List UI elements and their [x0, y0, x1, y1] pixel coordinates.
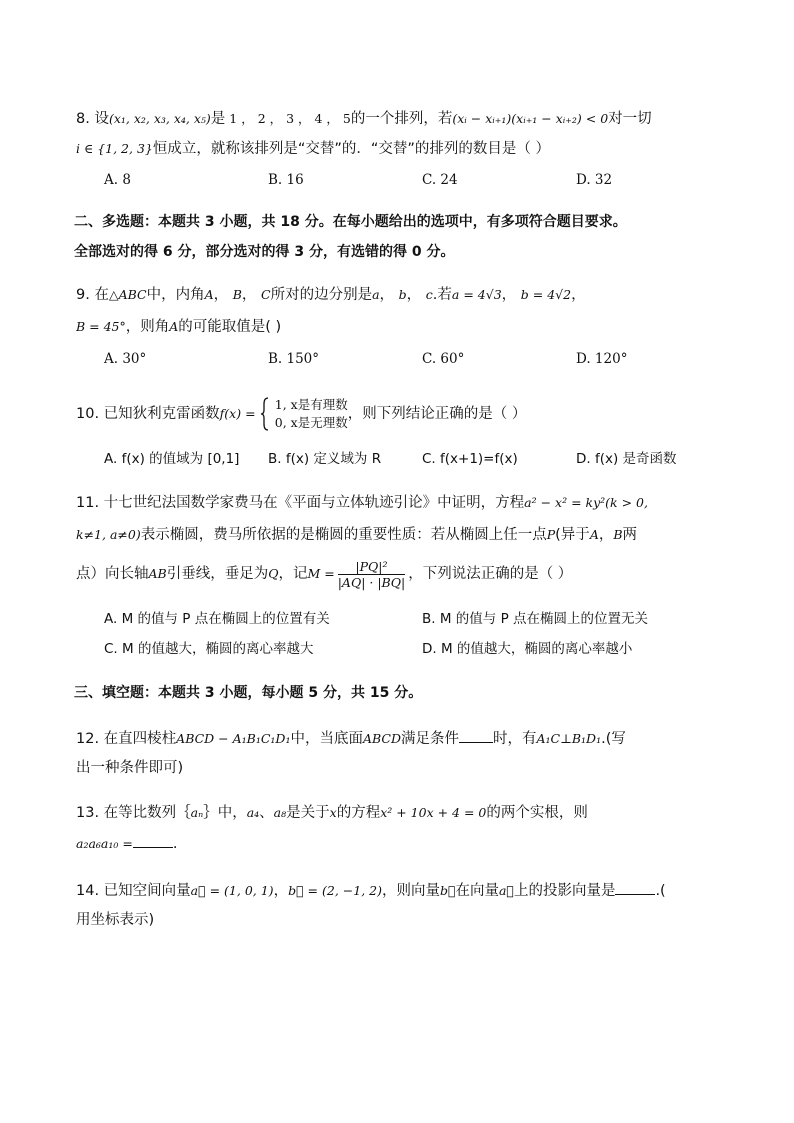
q13-text: 、	[259, 805, 274, 821]
q9-text: 所对的边分别是	[270, 287, 373, 303]
q14-text: ，则向量	[381, 883, 440, 899]
q11-line2	[76, 525, 637, 545]
q11-point-a: A	[589, 527, 599, 542]
q11-fraction	[338, 559, 405, 590]
q10-option-a: A. f(x) 的值域为 [0,1]	[104, 451, 240, 467]
q9-text: 中，内角	[146, 287, 205, 303]
q9-angle-c: C	[261, 287, 271, 302]
q12-line2: 出一种条件即可)	[76, 760, 184, 776]
q9-text: 的可能取值是( )	[178, 319, 282, 335]
q14-text: 在向量	[455, 883, 499, 899]
q9-text: 9. 在	[76, 287, 109, 303]
brace-icon	[260, 396, 270, 432]
q9-angle-a: A	[204, 287, 214, 302]
q11-text: 点）向长轴	[76, 566, 149, 582]
q9-side-b: b	[398, 287, 407, 302]
q13-sequence: aₙ	[190, 805, 204, 820]
q11-text: 两	[622, 527, 638, 543]
q9-text: ，则角	[125, 319, 170, 335]
q11-axis: AB	[148, 566, 167, 581]
q8-text: 的一个排列，若	[350, 111, 453, 127]
q14-line1	[76, 880, 666, 901]
q8-text: 对一切	[608, 111, 652, 127]
q10-option-d: D. f(x) 是奇函数	[576, 451, 677, 467]
q8-nums: 1 ， 2 ， 3 ， 4 ， 5	[229, 111, 351, 126]
section-2-heading: 二、多选题：本题共 3 小题，共 18 分。在每小题给出的选项中，有多项符合题目要求。	[74, 214, 627, 230]
q9-triangle: △ABC	[108, 287, 147, 302]
q12-text: .(写	[601, 731, 626, 747]
q9-line1: 9. 在△ABC中，内角A， B， C所对的边分别是a， b， c.若a = 4√3， b = 4√2，	[76, 287, 586, 303]
q9-angle-b: B	[232, 287, 242, 302]
q12-line1	[76, 728, 626, 749]
q11-text: 引垂线，垂足为	[166, 566, 269, 582]
q14-vector-a-ref: a⃗	[498, 883, 514, 898]
q9-angle-a: A	[169, 319, 179, 334]
q13-line1	[76, 803, 588, 823]
q11-option-c: C. M 的值越大，椭圆的离心率越大	[104, 641, 314, 657]
q14-text: ，	[273, 883, 289, 899]
q10-piecewise	[260, 392, 348, 436]
q13-product: a₂a₆a₁₀ =	[76, 836, 133, 851]
q14-line2: 用坐标表示)	[76, 912, 155, 928]
q11-line3	[76, 556, 572, 592]
q11-text: ，记	[278, 566, 308, 582]
q10-case-1: 1, x是有理数	[274, 397, 348, 412]
q11-option-a: A. M 的值与 P 点在椭圆上的位置有关	[104, 611, 330, 627]
q8-text: 8. 设	[76, 111, 109, 127]
q12-text: 满足条件	[401, 731, 459, 747]
q13-text: ｝中，	[203, 805, 247, 821]
q9-cond-a: a = 4√3	[451, 287, 502, 302]
q10-option-b: B. f(x) 定义域为 R	[268, 451, 382, 467]
q9-line2	[76, 317, 281, 337]
q9-cond-angle-b: B = 45°	[76, 319, 126, 334]
section-2-note: 全部选对的得 6 分，部分选对的得 3 分，有选错的得 0 分。	[74, 244, 455, 260]
q8-option-d: D. 32	[576, 172, 613, 188]
q13-text: 是关于	[286, 805, 330, 821]
q11-text: ，	[598, 527, 614, 543]
q9-text: .若	[432, 287, 452, 303]
q11-option-d: D. M 的值越大，椭圆的离心率越小	[422, 641, 633, 657]
q9-side-a: a	[372, 287, 380, 302]
q9-option-c: C. 60°	[422, 351, 465, 367]
q8-option-a: A. 8	[104, 172, 131, 188]
q11-m: M =	[307, 566, 335, 581]
q8-tuple: (x₁, x₂, x₃, x₄, x₅)	[108, 111, 211, 126]
q8-text: 恒成立，就称该排列是“交替”的．“交替”的排列的数目是（ ）	[152, 141, 551, 157]
section-3-heading: 三、填空题：本题共 3 小题，每小题 5 分，共 15 分。	[74, 685, 423, 701]
q13-x: x	[329, 805, 337, 820]
q13-text: .	[172, 836, 178, 852]
q8-text: 是	[210, 111, 226, 127]
q11-option-b: B. M 的值与 P 点在椭圆上的位置无关	[422, 611, 649, 627]
q9-side-c: c	[425, 287, 433, 302]
q13-line2	[76, 833, 177, 854]
q12-perpendicular: A₁C⊥B₁D₁	[536, 731, 602, 746]
q11-point-b: B	[613, 527, 623, 542]
q10-function: f(x) =	[219, 406, 256, 421]
q12-base: ABCD	[362, 731, 401, 746]
q9-cond-b: b = 4√2	[520, 287, 572, 302]
q11-text: 表示椭圆，费马所依据的是椭圆的重要性质：若从椭圆上任一点	[140, 527, 547, 543]
q13-a8: a₈	[273, 805, 287, 820]
q11-text: (异于	[555, 527, 590, 543]
q9-option-a: A. 30°	[104, 351, 147, 367]
q13-text: 的方程	[336, 805, 381, 821]
q8-condition: (xᵢ − xᵢ₊₁)(xᵢ₊₁ − xᵢ₊₂) < 0	[452, 111, 609, 126]
q11-line1	[76, 493, 648, 513]
q11-point-q: Q	[268, 566, 279, 581]
q10-text: 10. 已知狄利克雷函数	[76, 406, 220, 422]
q14-vector-a: a⃗ = (1, 0, 1)	[190, 883, 274, 898]
q13-answer-blank[interactable]	[133, 833, 173, 848]
q11-text: 11. 十七世纪法国数学家费马在《平面与立体轨迹引论》中证明，方程	[76, 495, 525, 511]
q11-equation: a² − x² = ky²(k > 0,	[524, 495, 648, 510]
q8-line1	[76, 109, 652, 129]
q8-set: i ∈ {1, 2, 3}	[76, 141, 153, 156]
q11-point-p: P	[546, 527, 556, 542]
q13-text: 13. 在等比数列｛	[76, 805, 191, 821]
q14-vector-b-ref: b⃗	[439, 883, 456, 898]
q12-text: 中，当底面	[290, 731, 363, 747]
q12-text: 12. 在直四棱柱	[76, 731, 177, 747]
q13-text: 的两个实根，则	[486, 805, 588, 821]
q14-text: 上的投影向量是	[513, 883, 616, 899]
q8-line2	[76, 139, 550, 159]
q14-text: .(	[655, 883, 666, 899]
q8-option-b: B. 16	[268, 172, 304, 188]
q13-equation: x² + 10x + 4 = 0	[380, 805, 487, 820]
q9-option-b: B. 150°	[268, 351, 320, 367]
q14-answer-blank[interactable]	[615, 880, 655, 895]
q12-answer-blank[interactable]	[459, 728, 493, 743]
q11-fraction-num: |PQ|²	[338, 559, 405, 575]
q14-text: 14. 已知空间向量	[76, 883, 191, 899]
q11-text: ，下列说法正确的是（ ）	[408, 566, 573, 582]
q10-text: ，则下列结论正确的是（ ）	[347, 406, 527, 422]
q14-vector-b: b⃗ = (2, −1, 2)	[288, 883, 382, 898]
q13-a4: a₄	[246, 805, 260, 820]
q10-option-c: C. f(x+1)=f(x)	[422, 451, 518, 467]
q10-line	[76, 392, 526, 436]
q9-option-d: D. 120°	[576, 351, 628, 367]
q8-option-c: C. 24	[422, 172, 458, 188]
q10-case-2: 0, x是无理数	[274, 415, 348, 430]
q12-text: 时，有	[493, 731, 537, 747]
q12-prism: ABCD − A₁B₁C₁D₁	[176, 731, 291, 746]
q11-equation-cont: k≠1, a≠0)	[76, 527, 141, 542]
q11-fraction-den: |AQ| · |BQ|	[337, 574, 406, 590]
